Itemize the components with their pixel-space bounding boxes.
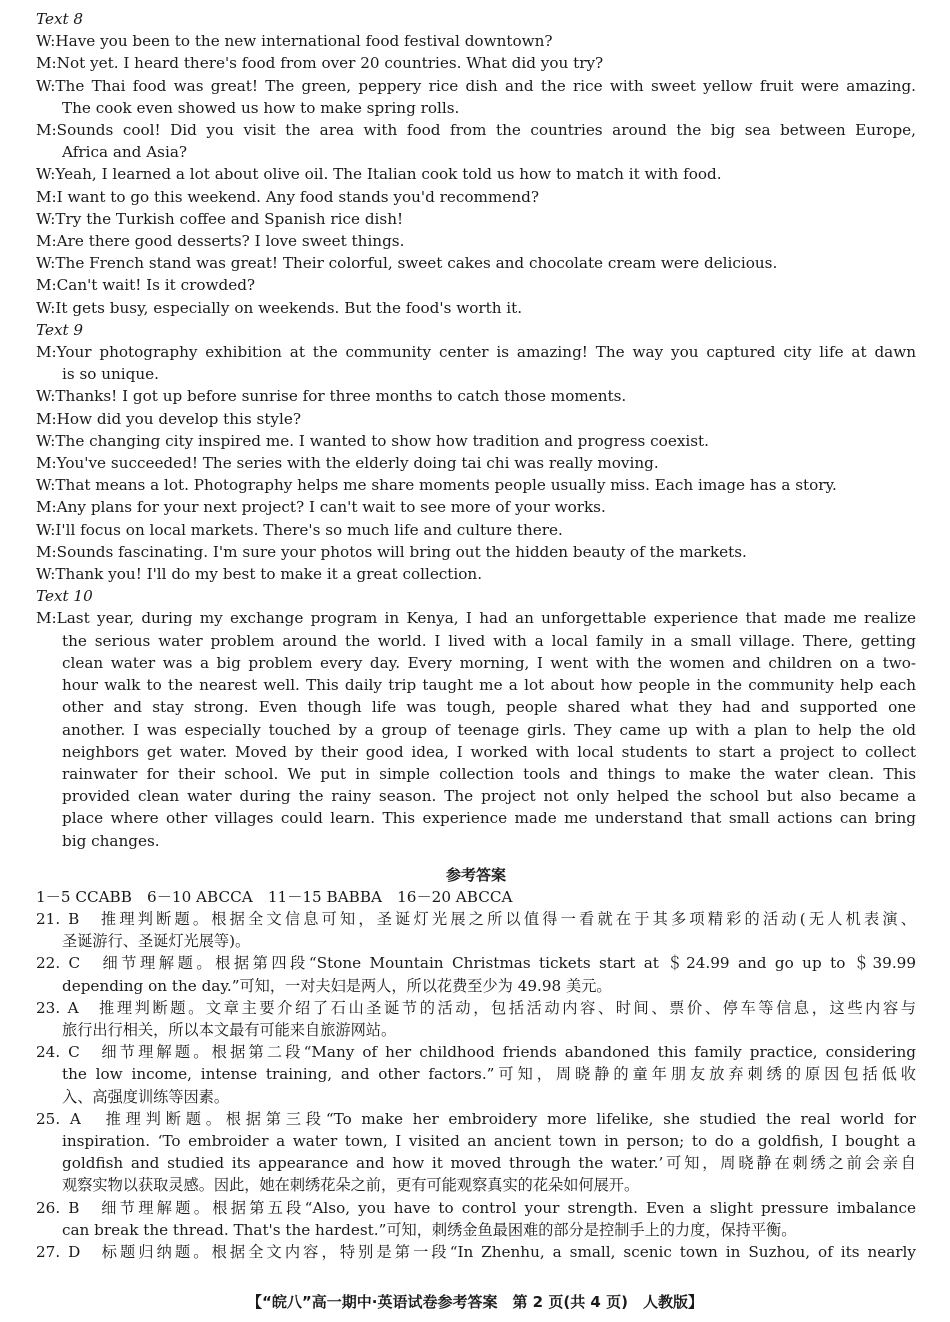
text-line: W:Thanks! I got up before sunrise for three months to catch those moments. <box>36 387 627 406</box>
text-line: 1－5 CCABB 6－10 ABCCA 11－15 BABBA 16－20 ABCCA <box>36 887 513 906</box>
text-10-title: Text 10 <box>36 587 93 606</box>
text-line: M:Your photography exhibition at the community center is amazing! The way you captured city life at dawn <box>36 343 916 362</box>
text-8-section <box>36 8 916 319</box>
text-line: 25. A 推理判断题。根据第三段“To make her embroidery more lifelike, she studied the real world for <box>36 1109 916 1128</box>
text-line: 23. A 推理判断题。文章主要介绍了石山圣诞节的活动，包括活动内容、时间、票价、停车等信息，这些内容与 <box>36 998 916 1017</box>
text-line: The cook even showed us how to make spring rolls. <box>62 98 460 117</box>
text-line: provided clean water during the rainy season. The project not only helped the school but also became a <box>62 787 916 806</box>
text-line: 22. C 细节理解题。根据第四段“Stone Mountain Christmas tickets start at ＄24.99 and go up to ＄39.99 <box>36 954 916 973</box>
text-line: rainwater for their school. We put in simple collection tools and things to make the water clean. This <box>62 764 916 783</box>
text-9-title: Text 9 <box>36 320 84 339</box>
text-8-title: Text 8 <box>36 10 84 28</box>
text-line: W:Thank you! I'll do my best to make it a great collection. <box>36 565 483 584</box>
text-line: W:Try the Turkish coffee and Spanish rice dish! <box>36 209 404 228</box>
answer-list <box>36 886 916 1263</box>
text-line: 观察实物以获取灵感。因此，她在刺绣花朵之前，更有可能观察真实的花朵如何展开。 <box>62 1176 640 1195</box>
page-footer: 【“皖八”高一期中·英语试卷参考答案 第 2 页(共 4 页) 人教版】 <box>247 1293 703 1311</box>
text-line: big changes. <box>62 831 160 850</box>
text-line: 21. B 推理判断题。根据全文信息可知，圣诞灯光展之所以值得一看就在于其多项精彩的活动(无人机表演、 <box>36 909 916 928</box>
text-10-monologue <box>36 607 916 851</box>
text-10-section <box>36 585 916 851</box>
text-line: neighbors get water. Moved by their good idea, I worked with local students to start a project to collect <box>62 742 916 761</box>
text-line: other and stay strong. Even though life was tough, people shared what they had and supported one <box>62 698 916 717</box>
text-line: W:Yeah, I learned a lot about olive oil. The Italian cook told us how to match it with food. <box>36 165 722 184</box>
text-line: inspiration. ‘To embroider a water town, I visited an ancient town in person; to do a goldfish, I bought a <box>62 1131 916 1150</box>
text-line: another. I was especially touched by a group of teenage girls. They came up with a plan to help the old <box>62 720 916 739</box>
text-line: M:Can't wait! Is it crowded? <box>36 276 256 295</box>
text-line: M:Any plans for your next project? I can't wait to see more of your works. <box>36 498 606 517</box>
text-line: W:The French stand was great! Their colorful, sweet cakes and chocolate cream were delicious. <box>36 254 778 273</box>
text-line: M:I want to go this weekend. Any food stands you'd recommend? <box>36 187 539 206</box>
text-line: 27. D 标题归纳题。根据全文内容，特别是第一段“In Zhenhu, a small, scenic town in Suzhou, of its nearly <box>36 1242 916 1261</box>
text-line: W:That means a lot. Photography helps me share moments people usually miss. Each image has a story. <box>36 476 837 495</box>
text-line: M:You've succeeded! The series with the elderly doing tai chi was really moving. <box>36 454 659 473</box>
document-page <box>36 8 916 1263</box>
text-line: M:Are there good desserts? I love sweet things. <box>36 232 405 251</box>
text-line: Africa and Asia? <box>62 143 188 162</box>
text-9-dialogue <box>36 341 916 585</box>
text-line: 24. C 细节理解题。根据第二段“Many of her childhood friends abandoned this family practice, considering <box>36 1043 916 1062</box>
answer-heading: 参考答案 <box>445 865 506 884</box>
text-line: M:Not yet. I heard there's food from over 20 countries. What did you try? <box>36 54 604 73</box>
text-line: 入、高强度训练等因素。 <box>62 1087 230 1106</box>
text-line: 圣诞游行、圣诞灯光展等)。 <box>62 932 251 951</box>
text-line: M:Sounds fascinating. I'm sure your photos will bring out the hidden beauty of the markets. <box>36 542 747 561</box>
text-line: hour walk to the nearest well. This daily trip taught me a lot about how people in the community help each <box>62 676 916 695</box>
text-8-dialogue <box>36 30 916 319</box>
text-line: the serious water problem around the world. I lived with a local family in a small village. There, getting <box>62 631 916 650</box>
text-line: W:Have you been to the new international food festival downtown? <box>36 32 553 51</box>
text-line: 旅行出行相关，所以本文最有可能来自旅游网站。 <box>62 1020 397 1039</box>
text-line: place where other villages could learn. This experience made me understand that small actions can bring <box>62 809 916 828</box>
text-line: 26. B 细节理解题。根据第五段“Also, you have to control your strength. Even a slight pressure imbalance <box>36 1198 916 1217</box>
text-line: clean water was a big problem every day. Every morning, I went with the women and children on a two- <box>62 653 916 672</box>
text-9-section <box>36 319 916 585</box>
text-line: M:Last year, during my exchange program in Kenya, I had an unforgettable experience that made me realize <box>36 609 916 628</box>
text-line: the low income, intense training, and other factors.”可知，周晓静的童年朋友放弃刺绣的原因包括低收 <box>62 1065 916 1084</box>
answer-section <box>36 864 916 1263</box>
text-line: W:It gets busy, especially on weekends. But the food's worth it. <box>36 298 523 317</box>
text-line: M:Sounds cool! Did you visit the area with food from the countries around the big sea between Europe, <box>36 121 916 140</box>
text-line: W:The Thai food was great! The green, peppery rice dish and the rice with sweet yellow fruit were amazing. <box>36 76 916 95</box>
text-line: can break the thread. That's the hardest.”可知，刺绣金鱼最困难的部分是控制手上的力度，保持平衡。 <box>62 1220 797 1239</box>
text-line: depending on the day.”可知，一对夫妇是两人，所以花费至少为 49.98 美元。 <box>62 976 612 995</box>
text-line: M:How did you develop this style? <box>36 409 302 428</box>
text-line: W:The changing city inspired me. I wanted to show how tradition and progress coexist. <box>36 431 709 450</box>
text-line: goldfish and studied its appearance and how it moved through the water.’可知，周晓静在刺绣之前会亲自 <box>62 1154 916 1173</box>
text-line: is so unique. <box>62 365 159 384</box>
text-line: W:I'll focus on local markets. There's so much life and culture there. <box>36 520 563 539</box>
